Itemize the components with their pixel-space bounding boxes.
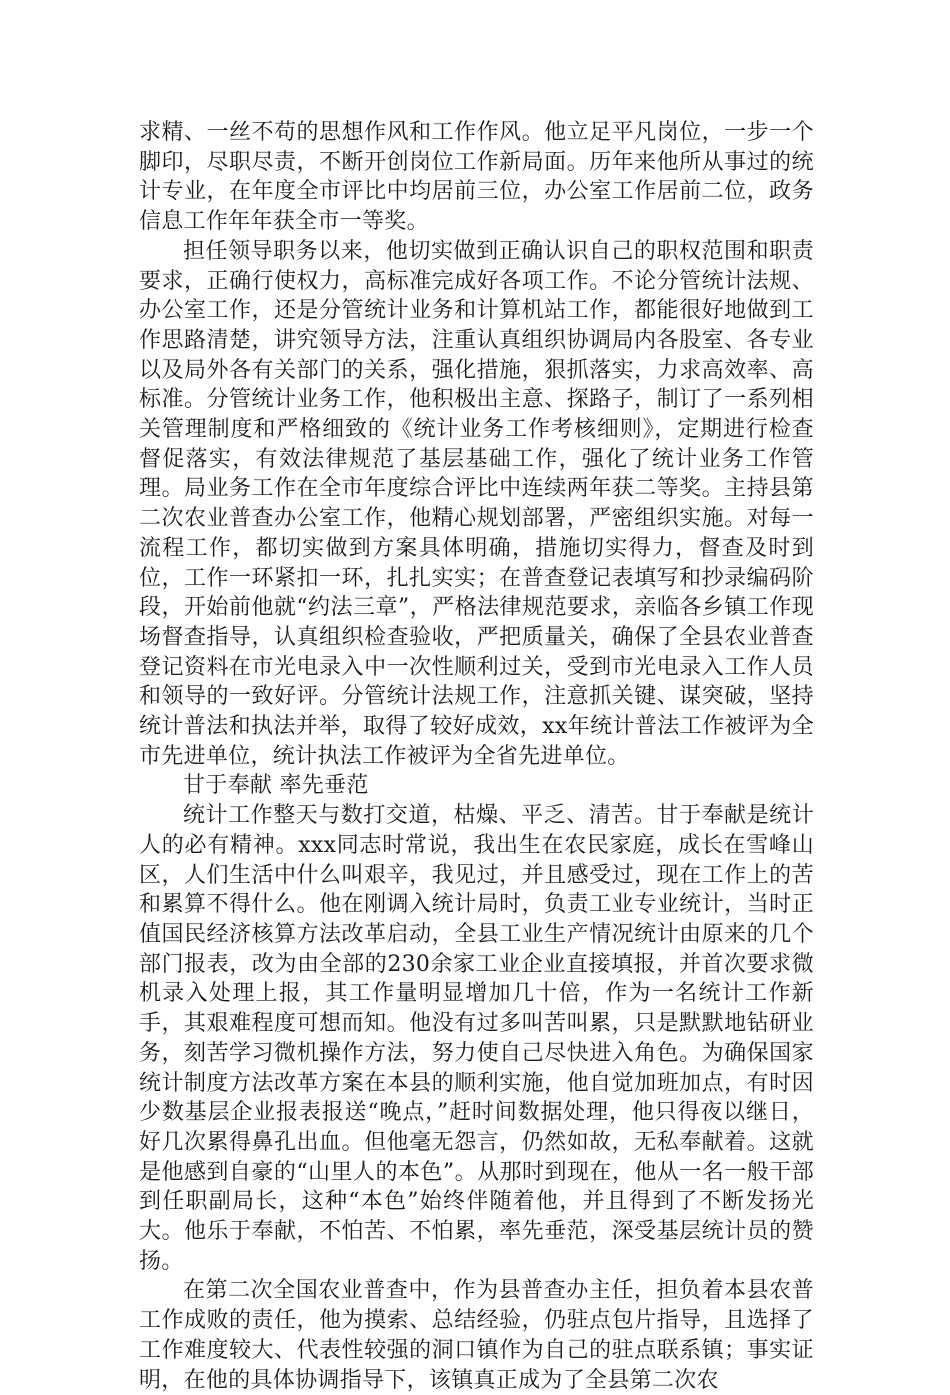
- paragraph-continuation: 求精、一丝不苟的思想作风和工作作风。他立足平凡岗位，一步一个脚印，尽职尽责，不断开创岗位工作新局面。历年来他所从事过的统计专业，在年度全市评比中均居前三位，办公室工作居前二位，政务信息工作年年获全市一等奖。: [139, 120, 814, 235]
- paragraph-leadership-duties: 担任领导职务以来，他切实做到正确认识自己的职权范围和职责要求，正确行使权力，高标准完成好各项工作。不论分管统计法规、办公室工作，还是分管统计业务和计算机站工作，都能很好地做到工作思路清楚，讲究领导方法，注重认真组织协调局内各股室、各专业以及局外各有关部门的关系，强化措施，狠抓落实，力求高效率、高标准。分管统计业务工作，他积极出主意、探路子，制订了一系列相关管理制度和严格细致的《统计业务工作考核细则》，定期进行检查督促落实，有效法律规范了基层基础工作，强化了统计业务工作管理。局业务工作在全市年度综合评比中连续两年获二等奖。主持县第二次农业普查办公室工作，他精心规划部署，严密组织实施。对每一流程工作，都切实做到方案具体明确，措施切实得力，督查及时到位，工作一环紧扣一环，扎扎实实；在普查登记表填写和抄录编码阶段，开始前他就“约法三章”，严格法律规范要求，亲临各乡镇工作现场督查指导，认真组织检查验收，严把质量关，确保了全县农业普查登记资料在市光电录入中一次性顺利过关，受到市光电录入工作人员和领导的一致好评。分管统计法规工作，注意抓关键、谋突破，坚持统计普法和执法并举，取得了较好成效，xx年统计普法工作被评为全市先进单位，统计执法工作被评为全省先进单位。: [139, 238, 814, 769]
- paragraph-dedication: 统计工作整天与数打交道，枯燥、平乏、清苦。甘于奉献是统计人的必有精神。xxx同志时常说，我出生在农民家庭，成长在雪峰山区，人们生活中什么叫艰辛，我见过，并且感受过，现在工作上的苦和累算不得什么。他在刚调入统计局时，负责工业专业统计，当时正值国民经济核算方法改革启动，全县工业生产情况统计由原来的几个部门报表，改为由全部的230余家工业企业直接填报，并首次要求微机录入处理上报，其工作量明显增加几十倍，作为一名统计工作新手，其艰难程度可想而知。他没有过多叫苦叫累，只是默默地钻研业务，刻苦学习微机操作方法，努力使自己尽快进入角色。为确保国家统计制度方法改革方案在本县的顺利实施，他自觉加班加点，有时因少数基层企业报表报送“晚点，”赶时间数据处理，他只得夜以继日，好几次累得鼻孔出血。但他毫无怨言，仍然如故，无私奉献着。这就是他感到自豪的“山里人的本色”。从那时到现在，他从一名一般干部到任职副局长，这种“本色”始终伴随着他，并且得到了不断发扬光大。他乐于奉献，不怕苦、不怕累，率先垂范，深受基层统计员的赞扬。: [139, 803, 814, 1274]
- paragraph-agricultural-census: 在第二次全国农业普查中，作为县普查办主任，担负着本县农普工作成败的责任，他为摸索、总结经验，仍驻点包片指导，且选择了工作难度较大、代表性较强的洞口镇作为自己的驻点联系镇；事实证明，在他的具体协调指导下，该镇真正成为了全县第二次农: [139, 1278, 814, 1393]
- document-body: [139, 118, 814, 1395]
- section-heading-dedication: 甘于奉献 率先垂范: [183, 773, 369, 799]
